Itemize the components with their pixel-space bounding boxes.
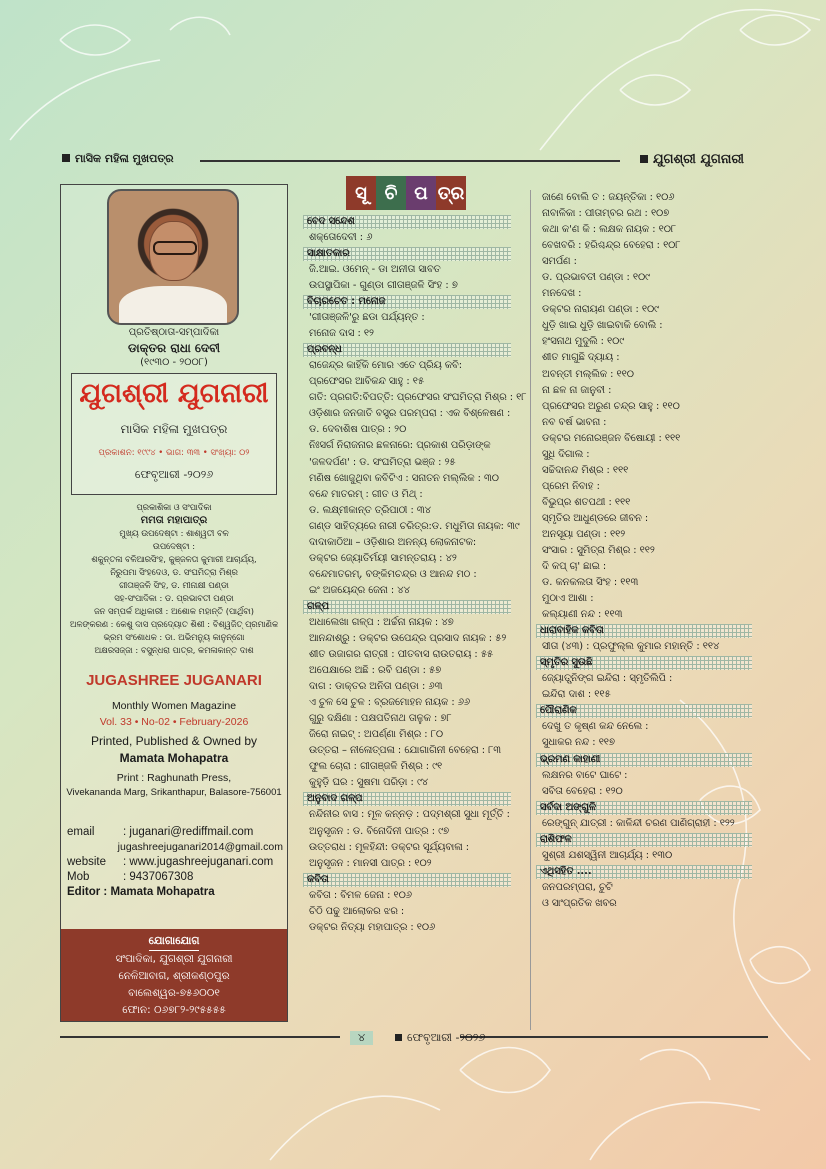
toc-entry[interactable]: ଡକ୍ଟର ନିତ୍ୟା ମହାପାତ୍ର : ୧୦୬ (309, 921, 436, 933)
masthead-panel (60, 184, 288, 1022)
editor-line: Editor : Mamata Mohapatra (67, 886, 215, 898)
toc-entry[interactable]: ଧୁଡ଼ି ଖାଇ ଧୁଡ଼ି ଖାଇବାକି ବୋଲି : (542, 320, 663, 332)
founder-name: ଡାକ୍ତର ରାଧା ଦେବୀ (128, 341, 220, 355)
footer (60, 1031, 768, 1047)
column-divider (530, 190, 531, 1030)
credit-line: ଗୀତାଞ୍ଜଳି ସିଂହ, ଡ. ମୀନାକ୍ଷୀ ପଣ୍ଡା (119, 580, 229, 590)
toc-entry[interactable]: ସ୍ମୃତିର ଆଧୁଣ୍ଡରେ ଜୀବନ : (542, 512, 649, 524)
toc-section-heading: ରାଶିଫଳ (536, 833, 752, 847)
english-print-line1: Print : Raghunath Press, (116, 772, 232, 784)
toc-entry[interactable]: ଦି କପ୍ ଚା' ଛାଇ : (542, 561, 607, 573)
credit-line: ଶକୁନ୍ତଳା ବଳିଆରସିଂହ, କୁଞ୍ଜଳତା କୁମାରୀ ଆଚାର୍ଯ୍ୟ, (91, 554, 257, 564)
toc-entry[interactable]: ରେଙ୍ଗୁନ୍ ଯାତ୍ରୀ : କାଳିନ୍ଦୀ ଚରଣ ପାଣିଗ୍ରାହୀ : ୧୨୨ (542, 817, 735, 829)
toc-entry[interactable]: 'ଗୀତାଞ୍ଜଳି'ରୁ ଛଡା ପର୍ଯ୍ୟନ୍ତ : (309, 312, 425, 324)
email-label: email (67, 826, 95, 838)
toc-entry[interactable]: ଜ୍ୟୋତ୍ସ୍ନିଙ୍ଗ ଇନ୍ଦିରା : ସ୍ମୃତିଲିପି : (542, 673, 673, 685)
website-label: website (67, 856, 106, 868)
toc-entry[interactable]: କୁହୁଡ଼ି ଘର : ସୁଷମା ପରିଡ଼ା : ୯୪ (309, 777, 429, 789)
flower-decoration-bottom (260, 1040, 780, 1169)
toc-section-heading: କବିତା (303, 873, 511, 887)
credit-line: ମୁଖ୍ୟ ଉପଦେଷ୍ଟା : ଶାଶ୍ୱତୀ ବଳ (119, 528, 229, 538)
email-2[interactable]: jugashreejuganari2014@gmail.com (117, 841, 283, 853)
toc-entry[interactable]: ଉପସ୍ଥାପିକା - ଗୁଣ୍ଡା ଗୀତାଞ୍ଜଳି ସିଂହ : ୭ (309, 280, 458, 292)
toc-entry[interactable]: 'ଜଳଦର୍ପଣ' : ଡ. ସଂଘମିତ୍ରା ଭଞ୍ଜ : ୨୫ (309, 456, 456, 468)
toc-section-heading: ବିଚାରଚେତ : ମନୋଜ (303, 295, 511, 309)
toc-entry[interactable]: ଜନପରମ୍ପରା, ଚୁଟି (542, 881, 613, 893)
address-line: ସଂପାଦିକା, ଯୁଗଶ୍ରୀ ଯୁଗନାରୀ (115, 953, 233, 965)
toc-column-middle (303, 214, 525, 936)
address-line: ଫୋନ: ୦୬୭୮୨-୨୯୫୫୫୫ (122, 1004, 226, 1016)
english-printed: Printed, Published & Owned by (90, 734, 258, 748)
square-bullet-icon (640, 155, 648, 163)
footer-date (395, 1031, 485, 1045)
toc-section-heading: ସାକ୍ଷାତକାର (303, 247, 511, 261)
toc-entry[interactable]: ଇନ୍ଦିରା ଦାଶ : ୧୧୫ (542, 689, 611, 701)
toc-entry[interactable]: ସୁଶ୍ରୀ ଯଶସ୍ୱିନୀ ଆଚାର୍ଯ୍ୟ : ୧୩୦ (542, 849, 673, 861)
toc-entry[interactable]: ଚିଠି ପଢୁ ଆଲୋକର ଝର : (309, 905, 405, 917)
toc-entry[interactable]: ନାବାଳିକା : ପୀତାମ୍ବର ରଥ : ୧୦୭ (542, 208, 670, 220)
toc-section-heading: ଧାରାବାହିକ କବିତା (536, 624, 752, 638)
toc-entry[interactable]: ନବ ବର୍ଷ ଭାବନା : (542, 416, 607, 428)
contact-address-box (61, 929, 287, 1021)
toc-section-heading: ଭ୍ରମଣ କାହାଣୀ (536, 753, 752, 767)
toc-entry[interactable]: ଇଂ ଅଜୟେନ୍ଦ୍ର ଜେନା : ୪୪ (309, 584, 410, 596)
toc-entry[interactable]: ନା ଛଳ ନା ଜାନୁବୀ : (542, 384, 612, 396)
credit-line: ନିରୁପମା ସିଂହଦେଓ, ଡ. ସଂଘମିତ୍ରା ମିଶ୍ର (110, 567, 238, 577)
header-left-text: ମାସିକ ମହିଳା ମୁଖପତ୍ର (75, 152, 174, 165)
toc-entry[interactable]: ବିଭୁପ୍ର ଶତପଥୀ : ୧୧୧ (542, 496, 631, 508)
yogayoga-title: ଯୋଗାଯୋଗ (149, 933, 200, 951)
header-right-text: ଯୁଗଶ୍ରୀ ଯୁଗନାରୀ (653, 152, 745, 167)
toc-entry[interactable]: ହଂସନାଥ ମୁଦୁଲି : ୧୦୯ (542, 336, 625, 348)
toc-entry[interactable]: ଗଣ୍ଡ ସାହିତ୍ୟରେ ନାରୀ ଚରିତ୍ର:ଡ. ମଧୁମିତା ନାୟକ: ୩୯ (309, 520, 520, 532)
toc-entry[interactable]: ମୁଠାଏ ଆଶା : (542, 593, 594, 605)
founder-label: ପ୍ରତିଷ୍ଠାତା-ସମ୍ପାଦିକା (128, 327, 220, 338)
photo-sari (119, 286, 227, 325)
toc-entry[interactable]: ଡକ୍ଟର ଜ୍ୟୋତିର୍ମୟୀ ସାମନ୍ତରାୟ : ୪୨ (309, 552, 457, 564)
english-info: Vol. 33 • No-02 • February-2026 (99, 716, 249, 728)
photo-glasses (153, 241, 197, 255)
credit-line: ପ୍ରକାଶିକା ଓ ସଂପାଦିକା (136, 502, 212, 512)
toc-entry[interactable]: ଅପେକ୍ଷାରେ ଅଛି : ରବି ପଣ୍ଡା : ୫୭ (309, 665, 442, 677)
toc-section-heading: ଅନୁବାଦ ଗଳ୍ପ (303, 792, 511, 806)
founder-years: (୧୯୩୦ - ୨୦୦୮) (140, 357, 208, 368)
english-title: JUGASHREE JUGANARI (86, 672, 262, 689)
english-print-line2: Vivekananda Marg, Srikanthapur, Balasore-756001 (66, 787, 282, 798)
toc-entry[interactable]: ଦେଖୁ ତ କୃଷ୍ଣ କନ୍ଦ ନେଲେ : (542, 721, 649, 733)
toc-entry[interactable]: ଦାଗ : ଡାକ୍ତର ଅନିତା ପଣ୍ଡା : ୬୩ (309, 681, 443, 693)
toc-entry[interactable]: ପ୍ରଫେସର ଆବିକନ୍ଦ ସାହୁ : ୧୫ (309, 376, 424, 388)
toc-section-heading: ପ୍ରବନ୍ଧ (303, 343, 511, 357)
square-bullet-icon (62, 154, 70, 162)
contact-block (67, 825, 283, 900)
contents-letter: ସୂ (346, 176, 376, 210)
square-bullet-icon (395, 1034, 402, 1041)
toc-entry[interactable]: ସବିତା ବେହେରା : ୧୨୦ (542, 785, 623, 797)
masthead-title: ଯୁଗଶ୍ରୀ ଯୁଗନାରୀ (79, 378, 269, 409)
toc-entry[interactable]: ମନୋଜ ଦାସ : ୧୨ (309, 328, 374, 340)
toc-entry[interactable]: ଦାଦାକାଠିଆ – ଓଡ଼ିଶାର ଅନନ୍ୟ ଲୋକନାଟକ: (309, 536, 477, 548)
toc-entry[interactable]: ରାଜେନ୍ଦ୍ର କାହିଁକି ମୋର ଏତେ ପ୍ରିୟ କବି: (309, 360, 463, 372)
flower-decoration-top-left (0, 0, 300, 150)
contents-heading (346, 176, 466, 210)
credit-line: ଅକ୍ଷରସଜ୍ଜା : ବସୁନ୍ଧରା ପାତ୍ର, କମଳାକାନ୍ତ ଦାଶ (94, 645, 254, 655)
contents-letter: ଚି (376, 176, 406, 210)
toc-entry[interactable]: ଆନନ୍ଦାଶ୍ରୁ : ଡକ୍ଟର ଉପେନ୍ଦ୍ର ପ୍ରସାଦ ନାୟକ : ୫୨ (309, 632, 507, 644)
toc-entry[interactable]: ସୁଧି ଦିଗାଲ : (542, 448, 590, 460)
toc-section-heading: ପୌରାଣିକ (536, 704, 752, 718)
credit-line: ସହ-ସଂପାଦିକା : ଡ. ପ୍ରଭାବତୀ ପଣ୍ଡା (114, 593, 234, 603)
credit-line: ଜନ ସମ୍ପର୍କ ଅଧିକାରୀ : ଅଶୋକ ମହାନ୍ତି (ପାର୍ଥିବା) (93, 606, 255, 616)
toc-section-heading: ସ୍ମୃତିର ସୁଉଛି (536, 656, 752, 670)
footer-date-text: ଫେବୃଆରୀ -୨୦୨୬ (407, 1031, 486, 1044)
email-1[interactable]: : juganari@rediffmail.com (123, 826, 254, 838)
toc-entry[interactable]: ଉତ୍ତରା – ନୀଳୋତ୍ପଳା : ଯୋଗାଗିନୀ ବେହେରା : ୮୩ (309, 745, 501, 757)
toc-entry[interactable]: ଡକ୍ଟର ନାରାୟଣ ପଣ୍ଡା : ୧୦୯ (542, 304, 659, 316)
toc-entry[interactable]: ଓଡ଼ିଶାର ଜନଜାତି ବସ୍ତ୍ର ପରମ୍ପରା : ଏକ ବିଶ୍ଳେଷଣ : (309, 408, 511, 420)
toc-entry[interactable]: ପ୍ରେମ ନିବାହ : (542, 480, 600, 492)
masthead-date: ଫେବୃଆରୀ -୨୦୨୬ (134, 468, 214, 481)
toc-entry[interactable]: ବେଖବରି : ହରିଶ୍ଚନ୍ଦ୍ର ବେହେରା : ୧୦୮ (542, 240, 681, 252)
toc-entry[interactable]: ସଂସାର : ସୁମିତ୍ରା ମିଶ୍ର : ୧୧୨ (542, 545, 655, 557)
credit-line: ଉପଦେଷ୍ଟା : (152, 541, 196, 551)
toc-entry[interactable]: ଡ. ଲକ୍ଷ୍ମୀକାନ୍ତ ତ୍ରିପାଠୀ : ୩୪ (309, 504, 431, 516)
toc-entry[interactable]: ଏ ଚୁଳ ସେ ଚୁଳ : ବ୍ରଜମୋହନ ନାୟକ : ୬୬ (309, 697, 471, 709)
toc-entry[interactable]: ଅବନ୍ତୀ ମଲ୍ଲିକ : ୧୧୦ (542, 368, 634, 380)
toc-entry[interactable]: ସୀତା (୪୩) : ପ୍ରଫୁଲ୍ଲ କୁମାର ମହାନ୍ତି : ୧୧୪ (542, 641, 720, 653)
toc-entry[interactable]: ସମର୍ପଣ : (542, 256, 577, 268)
website-link[interactable]: : www.jugashreejuganari.com (123, 856, 274, 868)
credit-line: ଅଳଙ୍କରଣ : କେଶୁ ଦାସ ପ୍ରଦ୍ୟୋତ ଶିଶୀ : ବିଶ୍ୱଜିତ୍ ପ୍ରମାଣିକ (69, 619, 279, 629)
toc-entry[interactable]: ଡ. ପ୍ରଭାବତୀ ପଣ୍ଡା : ୧୦୯ (542, 272, 650, 284)
toc-entry[interactable]: ଶୀତ ମାଗୁଛି ଦ୍ୟାୟ : (542, 352, 620, 364)
toc-entry[interactable]: ଗତି: ପ୍ରଗତି:ବିପତ୍ତି: ପ୍ରଫେସର ସଂଘମିତ୍ରା ମିଶ୍ର : ୧୮ (309, 392, 527, 404)
toc-entry[interactable]: ମଣିଷ ଖୋଜୁଥିବା କବିଟିଏ : ସନାତନ ମଲ୍ଲିକ : ୩୦ (309, 472, 499, 484)
credit-line: ଭ୍ରମ ସଂଶୋଧକ : ଡା. ଅଭିମନ୍ୟୁ କାନୁନ୍‌ଗୋ (103, 632, 245, 642)
english-subtitle: Monthly Women Magazine (111, 700, 237, 712)
toc-section-heading: ବେଦ ସନ୍ଦେଶ (303, 215, 511, 229)
toc-entry[interactable]: ବନ୍ଦେ ମାତରମ୍ : ଗୀତ ଓ ମିଥ୍ : (309, 488, 423, 500)
toc-column-right (536, 190, 766, 912)
address-line: ନେଳିଆବାଗ, ଶ୍ରୀକଣ୍ଠପୁର (118, 970, 230, 982)
page-number: ୪ (350, 1031, 373, 1045)
toc-entry[interactable]: ଅନୁସୃଜନ : ମାନସୀ ପାତ୍ର : ୧୦୨ (309, 857, 432, 869)
toc-entry[interactable]: ନନ୍ଦିନୀର ବାସ : ମୂଳ କନ୍ନଡ଼ : ପଦ୍ମଶ୍ରୀ ସୁଧା ମୂର୍ତ୍ତି : (309, 809, 510, 821)
contents-letter: ପ (406, 176, 436, 210)
toc-entry[interactable]: ଡ. କନକଲତା ସିଂହ : ୧୧୩ (542, 577, 639, 589)
toc-entry[interactable]: ନିଃସର୍ଗ ନିରାଜନାର ଛଳନାରେ: ପ୍ରକାଶ ପରିଡ଼ାଙ୍କ (309, 440, 491, 452)
toc-section-heading: ସର୍ବଦା ଅଙ୍ଗୁଳି (536, 801, 752, 815)
toc-section-heading: ଏଥିସହିତ .... (536, 865, 752, 879)
masthead-info: ପ୍ରକାଶନ: ୧୯୯୪ • ଭାଗ: ୩୩ • ସଂଖ୍ୟା: ୦୨ (98, 448, 250, 458)
masthead-subtitle: ମାସିକ ମହିଳା ମୁଖପତ୍ର (120, 422, 228, 436)
flower-decoration-top-right (520, 0, 826, 160)
credits-block (65, 501, 283, 657)
toc-entry[interactable]: ଲକ୍ଷନର ବାଟେ ଘାଟେ : (542, 769, 628, 781)
toc-entry[interactable]: ଗୁରୁ ଦକ୍ଷିଣା : ପକ୍ଷପତିନାଥ ତାଳୁକ : ୭୮ (309, 713, 452, 725)
toc-entry[interactable]: ଉତ୍ତରାଧ : ମୂଳହିନ୍ଦୀ: ଡକ୍ଟର ସୂର୍ଯ୍ୟବାଳା : (309, 841, 469, 853)
toc-entry[interactable]: ଡକ୍ଟର ମନୋରଞ୍ଜନ ବିଷୋୟୀ : ୧୧୧ (542, 432, 681, 444)
toc-entry[interactable]: ବନ୍ଦେମାତରମ୍, ବଙ୍କିମଚନ୍ଦ୍ର ଓ ଆନନ୍ଦ ମଠ : (309, 568, 477, 580)
mob-number: : 9437067308 (123, 871, 194, 883)
mob-label: Mob (67, 871, 90, 883)
contents-letter: ତ୍ର (436, 176, 466, 210)
toc-entry[interactable]: ମନଦେଖ : (542, 288, 582, 300)
toc-section-heading: ଗଳ୍ପ (303, 600, 511, 614)
english-owner: Mamata Mohapatra (119, 751, 229, 765)
toc-entry[interactable]: ଅନସୂୟା ପଣ୍ଡା : ୧୧୨ (542, 528, 626, 540)
toc-entry[interactable]: ଫୁଲ ଚୋରା : ଗୀତାଞ୍ଜଳି ମିଶ୍ର : ୯୧ (309, 761, 443, 773)
credit-line: ମମତା ମହାପାତ୍ର (140, 515, 208, 526)
address-line: ବାଲେଶ୍ୱର-୭୫୬୦୦୧ (128, 987, 220, 999)
toc-entry[interactable]: ଶୀତ ଉଜାଗର ରାତ୍ରୀ : ପୀତବାସ ରାଉତରାୟ : ୫୫ (309, 649, 494, 661)
toc-entry[interactable]: ଜିରୋ ନାଇଟ୍ : ଅପର୍ଣ୍ଣା ମିଶ୍ର : ୮୦ (309, 729, 443, 741)
toc-entry[interactable]: କଥା କ'ଣ କି : ଲକ୍ଷକ ନାୟକ : ୧୦୮ (542, 224, 676, 236)
toc-entry[interactable]: ଡ. ଦେବାଶିଷ ପାତ୍ର : ୨୦ (309, 424, 407, 436)
header-left (62, 152, 174, 166)
toc-entry[interactable]: ଜାଣେ ବୋଲି ତ : ଜୟନ୍ତିକା : ୧୦୬ (542, 192, 675, 203)
toc-entry[interactable]: ଅନୁସୃଜନ : ଡ. ବିନୋଦିନୀ ପାତ୍ର : ୯୭ (309, 825, 449, 837)
toc-entry[interactable]: ସୁଧାକର ନନ୍ଦ : ୧୧୭ (542, 737, 615, 749)
toc-entry[interactable]: ଜି.ଆଇ. ଓମେନ୍ - ଡା ଅନୀତା ସାବତ (309, 264, 441, 276)
header-rule (200, 160, 620, 162)
founder-photo (107, 189, 239, 325)
toc-entry[interactable]: ଶକ୍ତୋଦେବୀ : ୬ (309, 232, 373, 243)
toc-entry[interactable]: କଲ୍ୟାଣୀ ନନ୍ଦ : ୧୧୩ (542, 609, 623, 621)
header-right (640, 152, 744, 167)
toc-entry[interactable]: ପ୍ରଫେସର ଅରୁଣ ଚନ୍ଦ୍ର ସାହୁ : ୧୧୦ (542, 400, 680, 412)
masthead-box (71, 373, 277, 495)
toc-entry[interactable]: ଅଧାଲେଖା ଗଳ୍ପ : ଅର୍ଚ୍ଚନା ନାୟକ : ୪୭ (309, 616, 454, 628)
toc-entry[interactable]: ସଚ୍ଚିଦାନନ୍ଦ ମିଶ୍ର : ୧୧୧ (542, 464, 629, 476)
toc-entry[interactable]: କବିତା : ବିମଳ ଜେନା : ୧୦୬ (309, 889, 412, 901)
toc-entry[interactable]: ଓ ସାଂପ୍ରତିକ ଖବର (542, 897, 617, 909)
